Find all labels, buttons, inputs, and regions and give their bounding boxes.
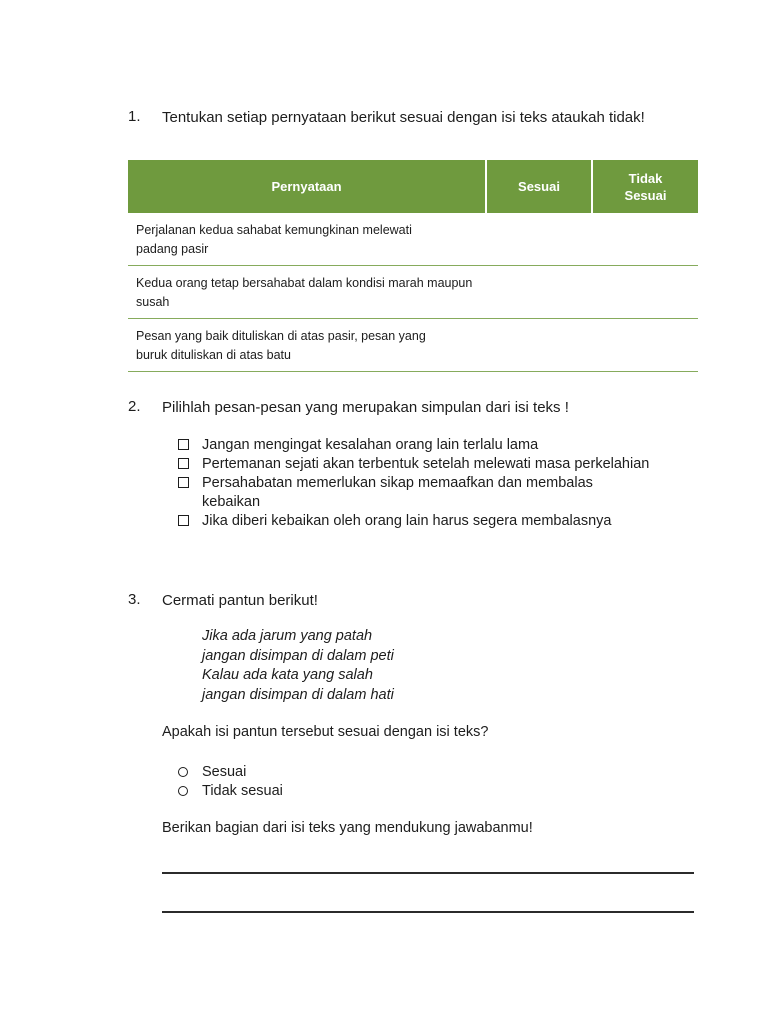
answer-line[interactable]	[162, 911, 694, 913]
radio-button-sesuai[interactable]	[178, 767, 188, 777]
tidak-sesuai-answer-cell[interactable]	[592, 266, 698, 319]
statement-cell: Pesan yang baik dituliskan di atas pasir, pesan yang buruk dituliskan di atas batu	[128, 319, 486, 372]
question-number: 1.	[128, 108, 141, 125]
list-item	[178, 512, 698, 531]
column-header-pernyataan: Pernyataan	[128, 160, 486, 213]
checkbox[interactable]	[178, 458, 189, 469]
column-header-tidak-sesuai: Tidak Sesuai	[592, 160, 698, 213]
pantun-line: Jika ada jarum yang patah	[202, 628, 373, 644]
question-number: 3.	[128, 591, 141, 608]
option-label: Jangan mengingat kesalahan orang lain terlalu lama	[202, 437, 539, 453]
column-header-sesuai: Sesuai	[486, 160, 592, 213]
answer-choices	[178, 763, 283, 801]
question-1	[128, 108, 703, 158]
tidak-sesuai-answer-cell[interactable]	[592, 213, 698, 266]
sesuai-answer-cell[interactable]	[486, 213, 592, 266]
table-header-row	[128, 160, 698, 213]
option-label: Pertemanan sejati akan terbentuk setelah melewati masa perkelahian	[202, 456, 650, 472]
choice-label: Tidak sesuai	[202, 783, 283, 799]
pantun-verse	[202, 627, 394, 705]
tidak-sesuai-answer-cell[interactable]	[592, 319, 698, 372]
question-text: Tentukan setiap pernyataan berikut sesuai dengan isi teks ataukah tidak!	[162, 109, 645, 126]
list-item	[178, 782, 283, 801]
table-row	[128, 319, 698, 372]
pantun-line: Kalau ada kata yang salah	[202, 667, 373, 683]
list-item	[178, 455, 698, 474]
pantun-line: jangan disimpan di dalam peti	[202, 647, 394, 664]
pantun-question: Apakah isi pantun tersebut sesuai dengan isi teks?	[162, 724, 489, 740]
question-text: Cermati pantun berikut!	[162, 592, 318, 609]
question-text: Pilihlah pesan-pesan yang merupakan simpulan dari isi teks !	[162, 399, 569, 416]
list-item	[178, 474, 698, 511]
table-row	[128, 266, 698, 319]
answer-prompt: Berikan bagian dari isi teks yang mendukung jawabanmu!	[162, 820, 533, 836]
list-item	[178, 763, 283, 782]
checkbox[interactable]	[178, 477, 189, 488]
option-label: Jika diberi kebaikan oleh orang lain harus segera membalasnya	[202, 512, 612, 529]
answer-line[interactable]	[162, 872, 694, 874]
question-number: 2.	[128, 398, 141, 415]
sesuai-answer-cell[interactable]	[486, 266, 592, 319]
pantun-line: jangan disimpan di dalam hati	[202, 686, 394, 703]
choice-label: Sesuai	[202, 764, 247, 780]
statement-table	[128, 160, 698, 372]
statement-cell: Perjalanan kedua sahabat kemungkinan melewati padang pasir	[128, 213, 486, 266]
table-row	[128, 213, 698, 266]
list-item	[178, 436, 698, 455]
radio-button-tidak-sesuai[interactable]	[178, 786, 188, 796]
sesuai-answer-cell[interactable]	[486, 319, 592, 372]
option-label: Persahabatan memerlukan sikap memaafkan dan membalas kebaikan	[202, 475, 593, 510]
statement-cell: Kedua orang tetap bersahabat dalam kondisi marah maupun susah	[128, 266, 486, 319]
checkbox[interactable]	[178, 439, 189, 450]
conclusion-options	[178, 436, 698, 531]
checkbox[interactable]	[178, 515, 189, 526]
